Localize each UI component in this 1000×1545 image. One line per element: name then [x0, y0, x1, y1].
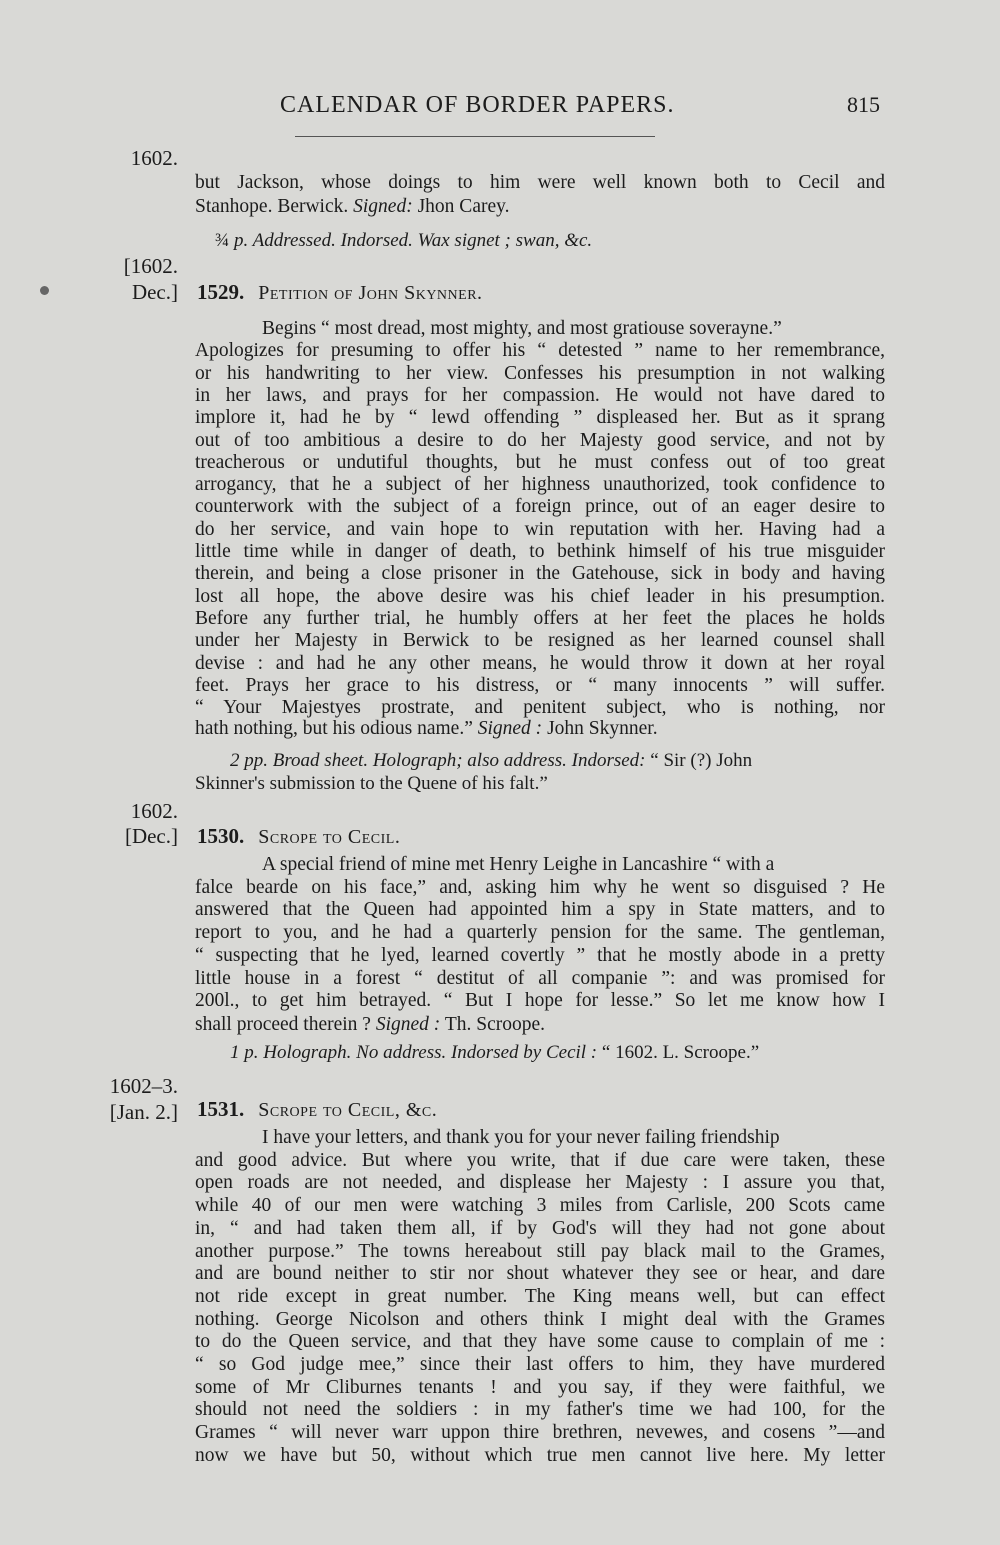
text-line: “ Your Majestyes prostrate, and penitent subject, who is nothing, nor — [195, 697, 885, 719]
margin-date-2a: [1602. — [123, 254, 178, 278]
text-line: another purpose.” The towns hereabout still pay black mail to the Grames, — [195, 1240, 885, 1262]
text-line: or his handwriting to her view. Confesses his presumption in not walking — [195, 362, 885, 384]
text-line — [195, 718, 885, 741]
text-line: now we have but 50, without which true men cannot live here. My letter — [195, 1444, 885, 1466]
text-line: nothing. George Nicolson and others think I might deal with the Grames — [195, 1308, 885, 1330]
text-line: arrogancy, that he a subject of her highness unauthorized, took confidence to — [195, 474, 885, 496]
entry-title: Petition of John Skynner. — [258, 282, 483, 304]
entry-number: 1530. — [197, 824, 245, 848]
text-line: in her laws, and prays for her compassion. He would not have dared to — [195, 384, 885, 406]
text-line: should not need the soldiers : in my father's time we had 100, for the — [195, 1399, 885, 1421]
margin-date-4b: [Jan. 2.] — [109, 1100, 178, 1124]
text-line: “ suspecting that he lyed, learned covertly ” that he mostly abode in a pretty — [195, 944, 885, 966]
text-line: out of too ambitious a desire to do her Majesty good service, and not by — [195, 429, 885, 451]
text-line: some of Mr Cliburnes tenants ! and you say, if they were faithful, we — [195, 1376, 885, 1398]
text-line — [195, 1014, 885, 1037]
ink-smudge — [40, 286, 49, 295]
text-line: little house in a forest “ destitut of all companie ”: and was promised for — [195, 967, 885, 989]
signed-label: Signed : — [477, 718, 543, 739]
text-line: implore it, had he by “ lewd offending ” displeased her. But as it sprang — [195, 407, 885, 429]
text-line: answered that the Queen had appointed him a spy in State matters, and to — [195, 899, 885, 921]
text-line: 200l., to get him betrayed. “ But I hope for lesse.” So let me know how I — [195, 990, 885, 1012]
text-line: while 40 of our men were watching 3 miles from Carlisle, 200 Scots came — [195, 1195, 885, 1217]
entry-title: Scrope to Cecil. — [258, 826, 401, 848]
text-line: Before any further trial, he humbly offers at her feet the places he holds — [195, 607, 885, 629]
text-line: and are bound neither to stir nor shout whatever they see or hear, and dare — [195, 1263, 885, 1285]
margin-date-3b: [Dec.] — [124, 824, 178, 848]
page-title: CALENDAR OF BORDER PAPERS. — [280, 92, 675, 118]
note-quote: “ 1602. L. Scroope.” — [597, 1042, 760, 1063]
entry-number: 1529. — [197, 280, 245, 304]
text-line: but Jackson, whose doings to him were well known both to Cecil and — [195, 172, 885, 193]
text-line: I have your letters, and thank you for your never failing friendship — [262, 1127, 780, 1148]
running-header — [200, 92, 880, 126]
text-line: and good advice. But where you write, that if due care were taken, these — [195, 1149, 885, 1171]
text-line: falce bearde on his face,” and, asking him why he went so disguised ? He — [195, 876, 885, 898]
entry-heading — [197, 1097, 437, 1122]
page-number: 815 — [847, 92, 880, 117]
note-quote: “ Sir (?) John — [645, 750, 753, 771]
note-text: p. Addressed. Indorsed. Wax signet ; swan, &c. — [229, 230, 593, 251]
margin-date-3a: 1602. — [130, 799, 178, 823]
signatory: John Skynner. — [542, 718, 658, 739]
text-line: A special friend of mine met Henry Leighe in Lancashire “ with a — [262, 854, 775, 875]
text-line: in, “ and had taken them all, if by God's will they had not gone about — [195, 1217, 885, 1239]
signatory: Th. Scroope. — [440, 1014, 546, 1035]
text-line: counterwork with the subject of a foreign prince, out of an eager desire to — [195, 496, 885, 518]
margin-date-2b: Dec.] — [131, 280, 178, 304]
note-text: 1 p. Holograph. No address. Indorsed by Cecil : — [230, 1042, 598, 1063]
text-line: lost all hope, the above desire was his chief leader in his presumption. — [195, 585, 885, 607]
text-line: report to you, and he had a quarterly pension for the same. The gentleman, — [195, 922, 885, 944]
signed-label: Signed: — [353, 196, 413, 217]
text-line: Grames “ will never warr uppon thire brethren, nevewes, and cosens ”—and — [195, 1422, 885, 1444]
text-line: Skinner's submission to the Quene of his falt.” — [195, 773, 548, 794]
entry-number: 1531. — [197, 1097, 245, 1121]
archival-note — [215, 230, 592, 252]
entry-heading — [197, 824, 400, 849]
margin-date-4a: 1602–3. — [109, 1074, 178, 1098]
text-line — [195, 196, 885, 219]
header-rule — [295, 136, 655, 137]
text-line: treacherous or undutiful thoughts, but he must confess out of too great — [195, 451, 885, 473]
text-span: hath nothing, but his odious name.” — [195, 718, 478, 739]
text-line: little time while in danger of death, to bethink himself of his true misguider — [195, 541, 885, 562]
fraction: ¾ — [215, 230, 230, 251]
signatory: Jhon Carey. — [412, 196, 510, 217]
text-line: to do the Queen service, and that they have some cause to complain of me : — [195, 1331, 885, 1353]
text-span: shall proceed therein ? — [195, 1014, 376, 1035]
text-line: do her service, and vain hope to win reputation with her. Having had a — [195, 518, 885, 540]
text-line: not ride except in great number. The King means well, but can effect — [195, 1285, 885, 1307]
text-line: devise : and had he any other means, he would throw it down at her royal — [195, 652, 885, 674]
text-line: Begins “ most dread, most mighty, and most gratiouse soverayne.” — [262, 318, 782, 339]
entry-title: Scrope to Cecil, &c. — [258, 1099, 438, 1121]
archival-note — [230, 750, 752, 772]
note-text: 2 pp. Broad sheet. Holograph; also address. Indorsed: — [230, 750, 646, 771]
text-line: under her Majesty in Berwick to be resigned as her learned counsel shall — [195, 630, 885, 652]
text-line: feet. Prays her grace to his distress, or “ many innocents ” will suffer. — [195, 674, 885, 696]
text-line: open roads are not needed, and displease her Majesty : I assure you that, — [195, 1172, 885, 1194]
text-line: Apologizes for presuming to offer his “ detested ” name to her remembrance, — [195, 340, 885, 362]
margin-date-1: 1602. — [130, 146, 178, 170]
text-span: Stanhope. Berwick. — [195, 196, 354, 217]
signed-label: Signed : — [375, 1014, 441, 1035]
text-line: therein, and being a close prisoner in the Gatehouse, sick in body and having — [195, 563, 885, 585]
text-line: “ so God judge mee,” since their last offers to him, they have murdered — [195, 1354, 885, 1375]
entry-heading — [197, 280, 483, 305]
archival-note — [230, 1042, 759, 1064]
